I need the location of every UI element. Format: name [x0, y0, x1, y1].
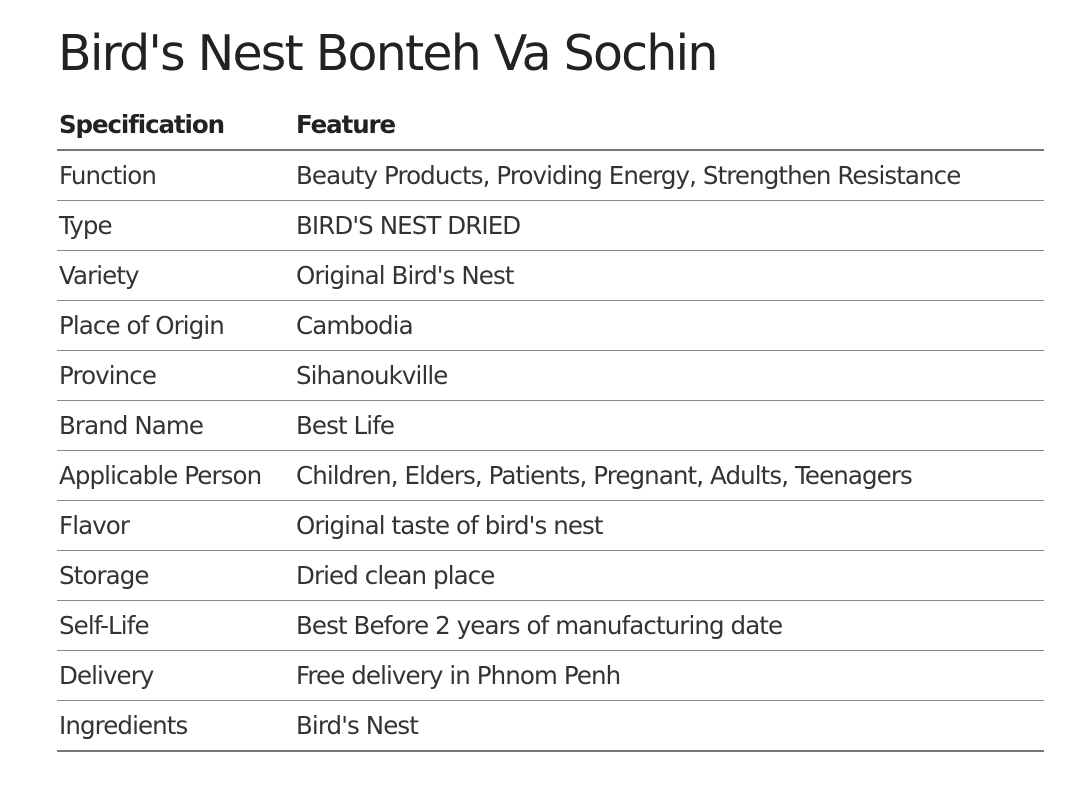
table-row	[57, 551, 1044, 601]
feature-cell: BIRD'S NEST DRIED	[294, 201, 1044, 251]
spec-cell: Variety	[57, 251, 294, 301]
feature-cell: Children, Elders, Patients, Pregnant, Adults, Teenagers	[294, 451, 1044, 501]
table-row	[57, 451, 1044, 501]
column-header-specification: Specification	[57, 100, 294, 150]
table-row	[57, 401, 1044, 451]
spec-cell: Self-Life	[57, 601, 294, 651]
spec-cell: Province	[57, 351, 294, 401]
table-row	[57, 501, 1044, 551]
feature-cell: Free delivery in Phnom Penh	[294, 651, 1044, 701]
table-header-row	[57, 100, 1044, 150]
feature-cell: Sihanoukville	[294, 351, 1044, 401]
column-header-feature: Feature	[294, 100, 1044, 150]
specification-table	[57, 100, 1044, 752]
table-row	[57, 251, 1044, 301]
feature-cell: Original Bird's Nest	[294, 251, 1044, 301]
table-row	[57, 701, 1044, 752]
table-header	[57, 100, 1044, 150]
feature-cell: Beauty Products, Providing Energy, Strengthen Resistance	[294, 150, 1044, 201]
spec-cell: Applicable Person	[57, 451, 294, 501]
table-row	[57, 150, 1044, 201]
spec-cell: Flavor	[57, 501, 294, 551]
spec-cell: Ingredients	[57, 701, 294, 752]
feature-cell: Best Before 2 years of manufacturing date	[294, 601, 1044, 651]
spec-cell: Place of Origin	[57, 301, 294, 351]
feature-cell: Bird's Nest	[294, 701, 1044, 752]
table-row	[57, 201, 1044, 251]
spec-cell: Function	[57, 150, 294, 201]
spec-cell: Delivery	[57, 651, 294, 701]
table-row	[57, 301, 1044, 351]
spec-cell: Type	[57, 201, 294, 251]
spec-cell: Brand Name	[57, 401, 294, 451]
page-title: Bird's Nest Bonteh Va Sochin	[58, 25, 717, 82]
feature-cell: Best Life	[294, 401, 1044, 451]
table-row	[57, 601, 1044, 651]
spec-cell: Storage	[57, 551, 294, 601]
feature-cell: Original taste of bird's nest	[294, 501, 1044, 551]
table-row	[57, 651, 1044, 701]
feature-cell: Cambodia	[294, 301, 1044, 351]
feature-cell: Dried clean place	[294, 551, 1044, 601]
table-row	[57, 351, 1044, 401]
table-body	[57, 150, 1044, 751]
